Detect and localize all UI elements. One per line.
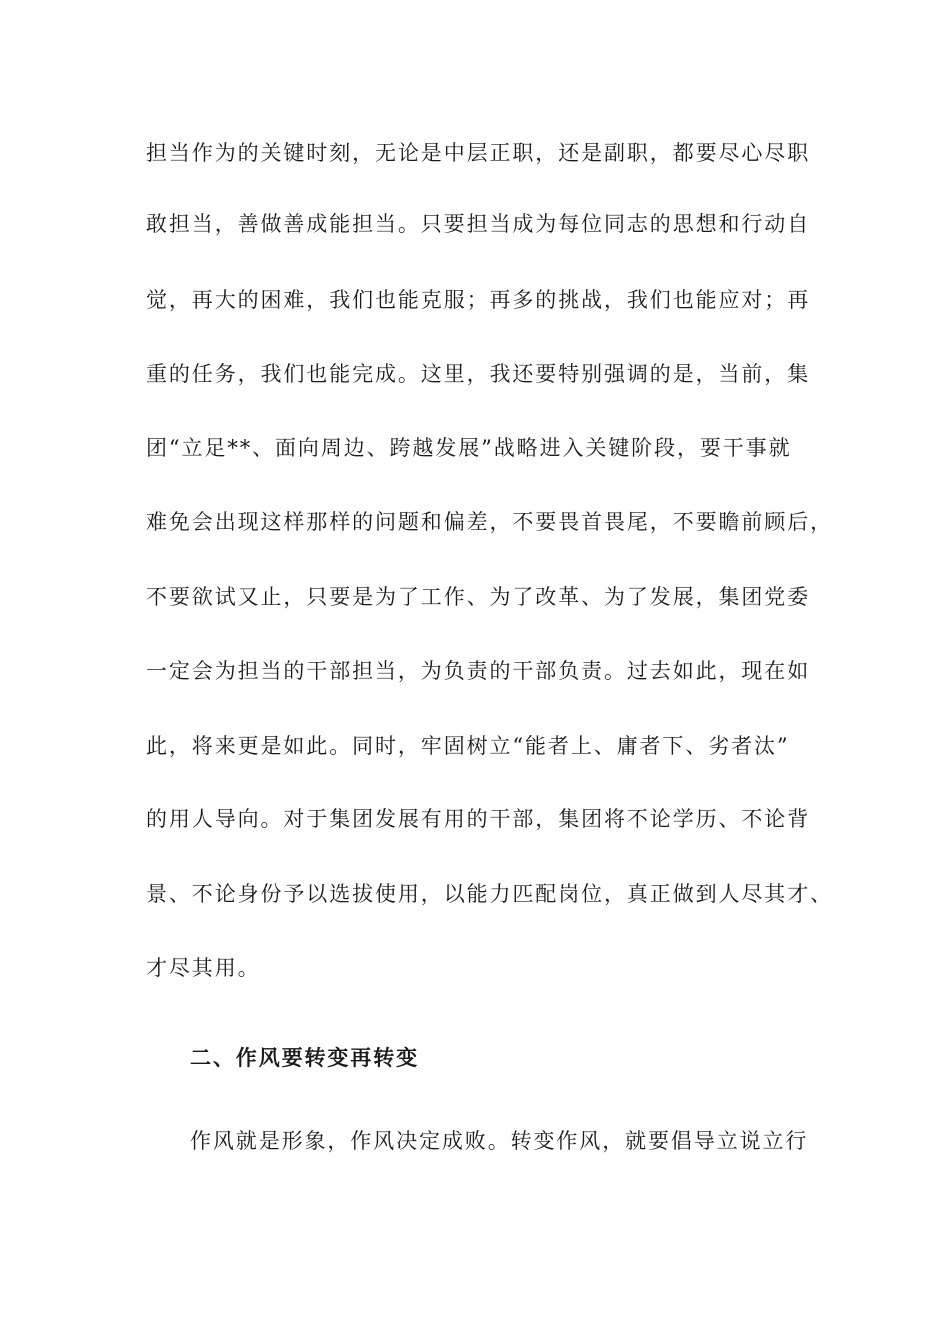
section-heading: 二、作风要转变再转变: [190, 1045, 419, 1070]
body-line: 此，将来更是如此。同时，牢固树立“能者上、庸者下、劣者汰”: [146, 734, 790, 758]
body-line: 重的任务，我们也能完成。这里，我还要特别强调的是，当前，集: [146, 362, 811, 386]
paragraph-first-line: 作风就是形象，作风决定成败。转变作风，就要倡导立说立行: [190, 1129, 809, 1153]
body-line: 觉，再大的困难，我们也能克服；再多的挑战，我们也能应对；再: [146, 288, 811, 312]
body-line: 才尽其用。: [146, 956, 261, 980]
body-line: 担当作为的关键时刻，无论是中层正职，还是副职，都要尽心尽职: [146, 141, 811, 165]
body-line: 难免会出现这样那样的问题和偏差，不要畏首畏尾，不要瞻前顾后，: [146, 510, 833, 534]
body-line: 一定会为担当的干部担当，为负责的干部负责。过去如此，现在如: [146, 659, 811, 683]
body-line: 的用人导向。对于集团发展有用的干部，集团将不论学历、不论背: [146, 807, 811, 831]
body-line: 团“立足**、面向周边、跨越发展”战略进入关键阶段，要干事就: [146, 436, 792, 460]
body-line: 景、不论身份予以选拔使用，以能力匹配岗位，真正做到人尽其才、: [146, 882, 833, 906]
body-line: 不要欲试又止，只要是为了工作、为了改革、为了发展，集团党委: [146, 585, 811, 609]
body-line: 敢担当，善做善成能担当。只要担当成为每位同志的思想和行动自: [146, 212, 811, 236]
